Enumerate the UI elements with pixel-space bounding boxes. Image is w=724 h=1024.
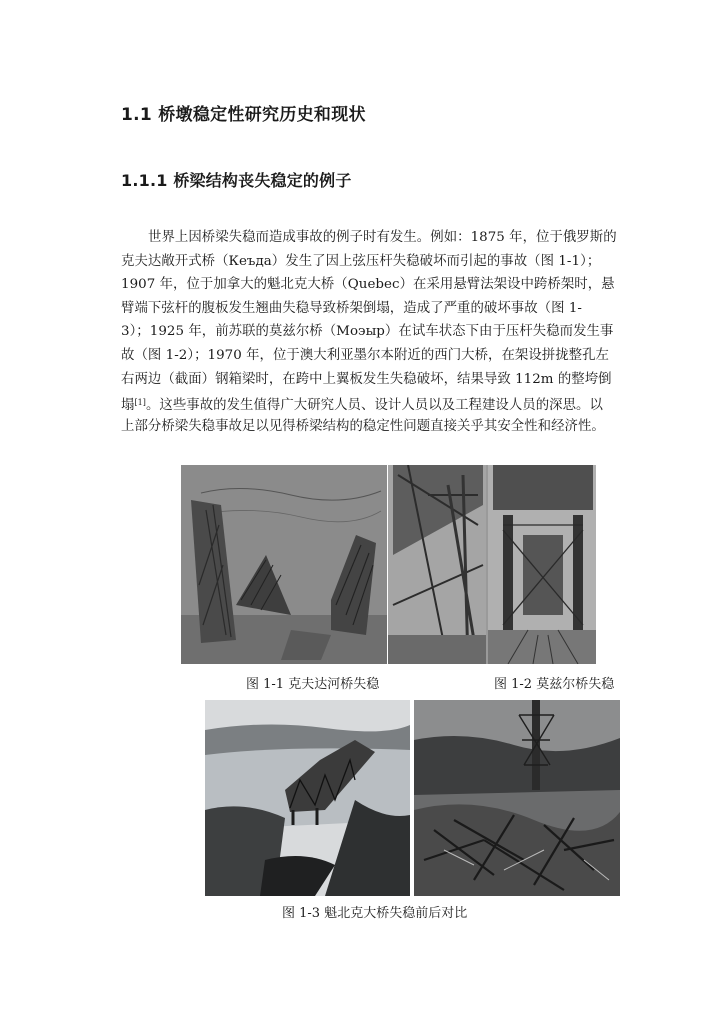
figure-1-1-image: [181, 465, 387, 664]
quebec-bridge-after-photo: [414, 700, 620, 896]
figure-1-3-after-image: [414, 700, 620, 896]
section-heading-1-1-1: 1.1.1 桥梁结构丧失稳定的例子: [121, 171, 352, 190]
paragraph-line: 世界上因桥梁失稳而造成事故的例子时有发生。例如：1875 年，位于俄罗斯的: [148, 230, 617, 245]
figure-1-2-caption: 图 1-2 莫兹尔桥失稳: [494, 677, 615, 692]
paragraph-line: 故（图 1-2）；1970 年，位于澳大利亚墨尔本附近的西门大桥，在架设拼拢整孔左: [121, 347, 610, 363]
section-heading-1-1: 1.1 桥墩稳定性研究历史和现状: [121, 105, 366, 125]
paragraph-text: 。: [145, 398, 160, 414]
figure-1-1-caption: 图 1-1 克夫达河桥失稳: [246, 677, 380, 692]
citation-reference[interactable]: [1]: [134, 398, 146, 408]
paragraph-text: 这些事故的发生值得广大研究人员、设计人员以及工程建设人员的深思。以: [159, 398, 603, 414]
paragraph-line: 克夫达敞开式桥（Кеъда）发生了因上弦压杆失稳破坏而引起的事故（图 1-1）；: [121, 253, 601, 269]
figure-1-2-image: [388, 465, 596, 664]
body-paragraph: [121, 226, 651, 438]
mozyr-bridge-photos: [388, 465, 596, 664]
quebec-bridge-before-photo: [205, 700, 410, 896]
figure-1-3-caption: 图 1-3 魁北克大桥失稳前后对比: [282, 906, 468, 921]
paragraph-line: 右两边（截面）钢箱梁时，在跨中上翼板发生失稳破坏，结果导致 112m 的整垮倒: [121, 371, 612, 387]
figure-1-3-before-image: [205, 700, 410, 896]
paragraph-line: 3）；1925 年，前苏联的莫兹尔桥（Моэыр）在试车状态下由于压杆失稳而发生事: [121, 324, 614, 340]
paragraph-line: 上部分桥梁失稳事故足以见得桥梁结构的稳定性问题直接关乎其安全性和经济性。: [121, 418, 605, 434]
kevda-bridge-sketch: [181, 465, 387, 664]
paragraph-text: 塌: [121, 398, 135, 414]
paragraph-line: 1907 年，位于加拿大的魁北克大桥（Quebec）在采用悬臂法架设中跨桥架时，悬: [121, 277, 615, 293]
paragraph-line-with-citation: [121, 391, 651, 415]
paragraph-line: 臂端下弦杆的腹板发生翘曲失稳导致桥架倒塌，造成了严重的破坏事故（图 1-: [121, 300, 582, 316]
